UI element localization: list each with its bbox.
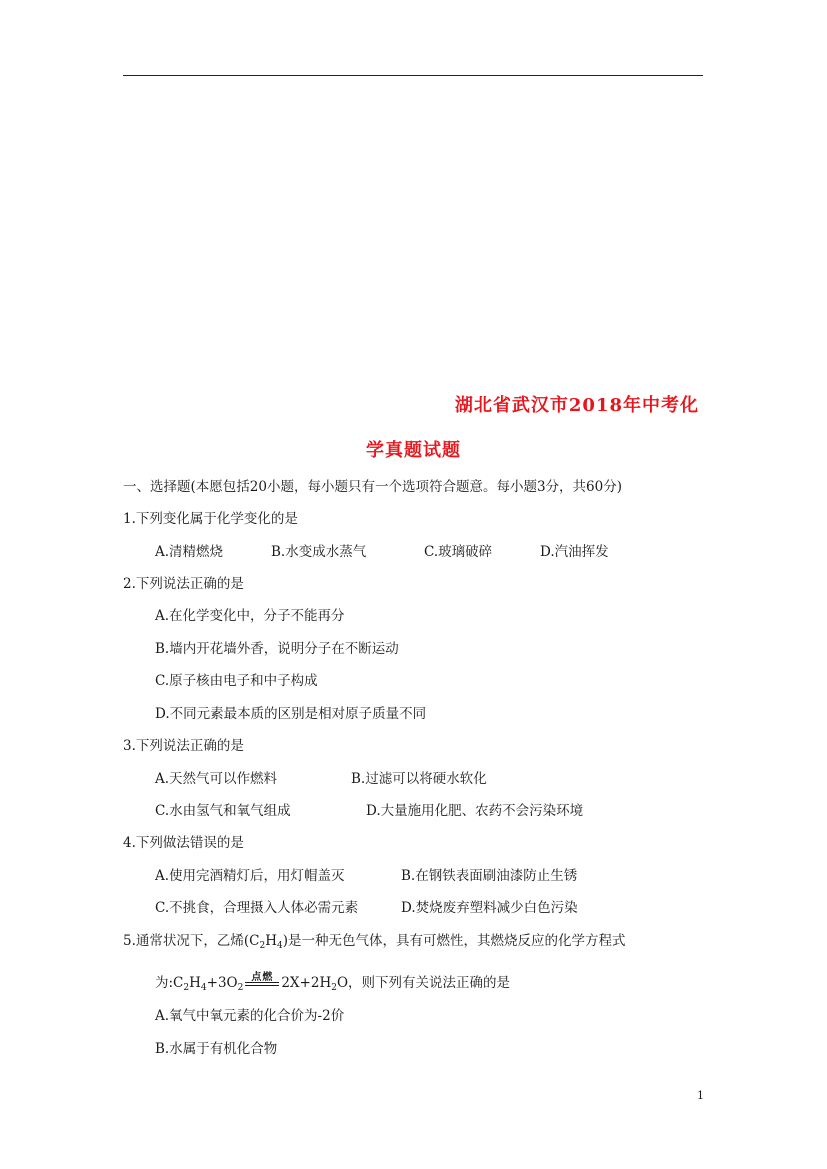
question-1-stem: 1.下列变化属于化学变化的是 [123, 511, 298, 527]
q4-option-b: B.在钢铁表面刷油漆防止生锈 [401, 868, 578, 884]
question-2-stem: 2.下列说法正确的是 [123, 576, 244, 592]
question-3-stem: 3.下列说法正确的是 [123, 738, 244, 754]
page-number: 1 [697, 1089, 704, 1102]
q1-option-d: D.汽油挥发 [540, 544, 609, 560]
q2-option-c: C.原子核由电子和中子构成 [155, 673, 318, 689]
q1-option-b: B.水变成水蒸气 [271, 544, 367, 560]
q4-option-d: D.焚烧废弃塑料减少白色污染 [401, 900, 578, 916]
q2-option-b: B.墙内开花墙外香，说明分子在不断运动 [155, 641, 399, 657]
q3-option-c: C.水由氢气和氧气组成 [155, 803, 291, 819]
question-5-stem: 5.通常状况下，乙烯$(C_2H_4)$是一种无色气体，具有可燃性，其燃烧反应的化学方程式 [123, 933, 626, 951]
title-line-2: 学真题试题 [366, 440, 461, 461]
q3-option-b: B.过滤可以将硬水软化 [351, 771, 487, 787]
section-heading: 一、选择题(本愿包括20小题，每小题只有一个选项符合题意。每小题3分，共60分) [123, 479, 622, 495]
q3-option-a: A.天然气可以作燃料 [155, 771, 278, 787]
reaction-condition-arrow [245, 973, 279, 991]
q2-option-d: D.不同元素最本质的区别是相对原子质量不同 [155, 706, 427, 722]
reaction-condition-label: 点燃 [251, 972, 274, 983]
title-line-1: 湖北省武汉市2018年中考化 [454, 395, 699, 416]
q1-option-a: A.清精燃烧 [155, 544, 224, 560]
q5-option-b: B.水属于有机化合物 [155, 1041, 278, 1057]
header-rule [123, 75, 703, 76]
q1-option-c: C.玻璃破碎 [424, 544, 493, 560]
question-4-stem: 4.下列做法错误的是 [123, 835, 244, 851]
q5-option-a: A.氧气中氧元素的化合价为-2价 [155, 1008, 345, 1024]
q4-option-a: A.使用完酒精灯后，用灯帽盖灭 [155, 868, 345, 884]
q4-option-c: C.不挑食，合理摄入人体必需元素 [155, 900, 359, 916]
q3-option-d: D.大量施用化肥、农药不会污染环境 [366, 803, 584, 819]
question-5-equation: 为$:C_2H_4+3O_2$ 点燃 $2X+2H_2O$，则下列有关说法正确的是 [155, 973, 510, 997]
q2-option-a: A.在化学变化中，分子不能再分 [155, 608, 345, 624]
